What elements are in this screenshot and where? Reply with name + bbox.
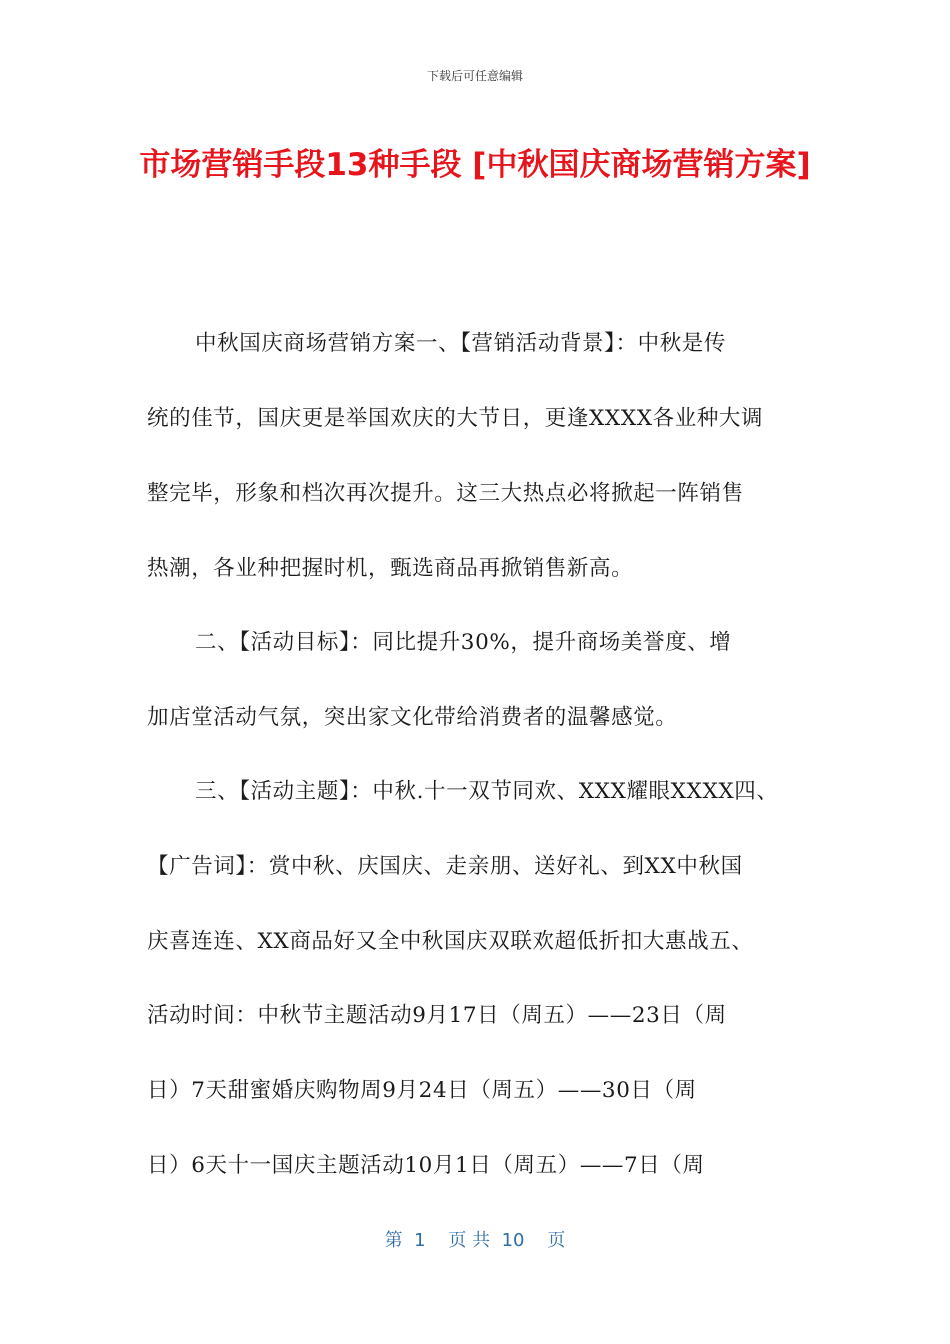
paragraph-line: 中秋国庆商场营销方案一、【营销活动背景】：中秋是传 [195,331,727,356]
paragraph-line: 热潮，各业种把握时机，甄选商品再掀销售新高。 [147,556,634,581]
paragraph-line: 活动时间：中秋节主题活动9月17日（周五）——23日（周 [147,1003,727,1028]
paragraph-line: 庆喜连连、XX商品好又全中秋国庆双联欢超低折扣大惠战五、 [147,929,754,954]
paragraph-line: 加店堂活动气氛，突出家文化带给消费者的温馨感觉。 [147,705,678,730]
paragraph-line: 日）6天十一国庆主题活动10月1日（周五）——7日（周 [147,1153,705,1178]
paragraph-line: 日）7天甜蜜婚庆购物周9月24日（周五）——30日（周 [147,1078,697,1103]
paragraph-line: 【广告词】：赏中秋、庆国庆、走亲朋、送好礼、到XX中秋国 [147,854,743,879]
header-note: 下载后可任意编辑 [426,69,523,83]
paragraph-line: 二、【活动目标】：同比提升30%，提升商场美誉度、增 [195,630,732,655]
paragraph-line: 整完毕，形象和档次再次提升。这三大热点必将掀起一阵销售 [147,481,744,506]
page-footer: 第 1 页 共 10 页 [384,1230,566,1251]
paragraph-line: 三、【活动主题】：中秋.十一双节同欢、XXX耀眼XXXX四、 [195,779,779,804]
paragraph-line: 统的佳节，国庆更是举国欢庆的大节日，更逢XXXX各业种大调 [147,406,764,431]
document-title: 市场营销手段13种手段 [中秋国庆商场营销方案] [139,147,811,183]
